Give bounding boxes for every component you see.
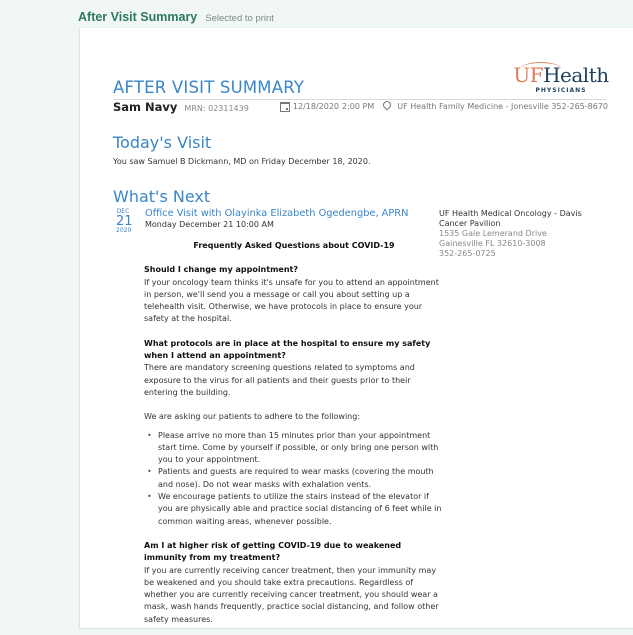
visit-date: 12/18/2020 [292, 101, 339, 111]
faq-question: Should I change my appointment? [144, 265, 298, 275]
whats-next-heading: What's Next [113, 187, 211, 206]
todays-visit-text: You saw Samuel B Dickmann, MD on Friday December 18, 2020. [113, 157, 371, 166]
appointment-year: 2020 [116, 227, 132, 234]
appointment-time: Monday December 21 10:00 AM [145, 220, 274, 229]
logo-health: Health [543, 63, 609, 87]
visit-location: UF Health Family Medicine - Jonesville 352-265-8670 [397, 101, 608, 111]
logo-arc [520, 62, 562, 77]
location-phone: 352-265-0725 [439, 249, 496, 258]
logo-uf: UF [513, 63, 544, 87]
logo-tagline: PHYSICIANS [535, 87, 587, 94]
faq-answer: If your oncology team thinks it's unsafe for you to attend an appointment in person, we'll send you a message or call you about setting up a telehealth visit. Otherwise, we have protocols in place to ensure your safety at the hospital. [144, 277, 439, 324]
location-pin-icon [382, 99, 393, 110]
faq-question: What protocols are in place at the hospital to ensure my safety when I attend an appointment? [144, 338, 431, 361]
page-title: After Visit Summary [78, 10, 198, 24]
faq-answer: We are asking our patients to adhere to the following: [144, 412, 361, 422]
appointment-title: Office Visit with Olayinka Elizabeth Ogedengbe, APRN [145, 208, 409, 219]
top-bar [78, 10, 274, 24]
visit-time: 2:00 PM [342, 101, 375, 111]
faq-title: Frequently Asked Questions about COVID-19 [193, 241, 395, 250]
location-address2: Gainesville FL 32610-3008 [439, 239, 546, 248]
location-address1: 1535 Gale Lemerand Drive [439, 229, 547, 238]
appointment-month: DEC [116, 208, 130, 215]
calendar-icon [280, 102, 290, 112]
uf-health-logo [512, 60, 610, 94]
document-preview[interactable] [79, 28, 633, 629]
appointment-day: 21 [116, 214, 133, 229]
patient-info-row [113, 100, 608, 114]
faq-answer: If you are currently receiving cancer treatment, then your immunity may be weakened and you should take extra precautions. Regardless of whether you are currently receiving cancer treatment, you should wear a mask, wash hands frequently, practice social distancing, and follow other safety measures. [144, 565, 439, 624]
document-heading: AFTER VISIT SUMMARY [113, 78, 305, 97]
faq-question: Am I at higher risk of getting COVID-19 due to weakened immunity from my treatment? [144, 540, 402, 563]
faq-bullet: • We encourage patients to utilize the stairs instead of the elevator if you are physically able and practice social distancing of 6 feet while in common waiting areas, whenever possible. [158, 491, 444, 528]
patient-name: Sam Navy [113, 100, 178, 114]
faq-answer: There are mandatory screening questions related to symptoms and exposure to the virus for all patients and their guests prior to their entering the building. [144, 363, 415, 397]
location-name: UF Health Medical Oncology - Davis Cancer Pavilion [439, 209, 582, 228]
covid-faq [144, 240, 444, 629]
faq-bullet-list [144, 430, 444, 528]
appointment-location [439, 209, 599, 259]
patient-mrn: MRN: 02311439 [184, 104, 249, 113]
print-status: Selected to print [205, 13, 274, 24]
visit-meta [280, 101, 608, 111]
todays-visit-heading: Today's Visit [113, 133, 212, 152]
faq-bullet: • Please arrive no more than 15 minutes prior than your appointment start time. Come by yourself if possible, or only bring one person with you to your appointment. [158, 430, 444, 467]
appointment-date-block [116, 208, 133, 234]
faq-bullet: • Patients and guests are required to wear masks (covering the mouth and nose). Do not wear masks with exhalation vents. [158, 466, 444, 491]
